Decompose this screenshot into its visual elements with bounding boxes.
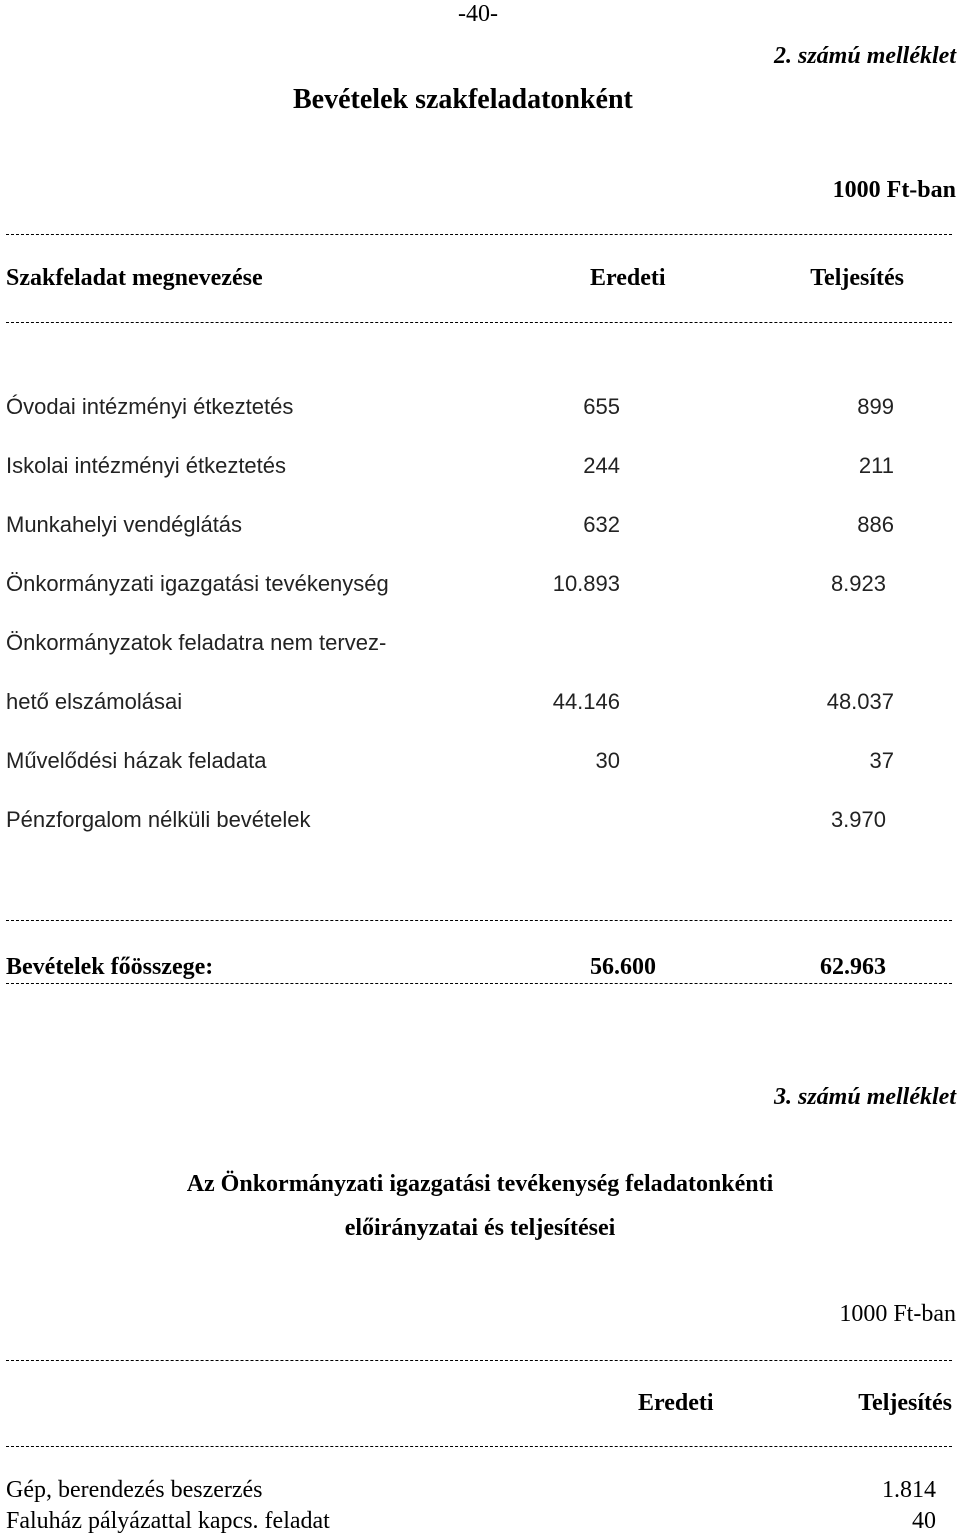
divider <box>6 920 952 921</box>
annex3-header-original: Eredeti <box>638 1390 714 1416</box>
row-actual: 37 <box>869 748 894 773</box>
annex2-unit: 1000 Ft-ban <box>832 177 956 203</box>
row-actual: 1.814 <box>882 1477 936 1503</box>
annex3-unit: 1000 Ft-ban <box>839 1301 956 1327</box>
annex3-label: 3. számú melléklet <box>774 1084 956 1110</box>
total-label: Bevételek főösszege: <box>6 954 214 980</box>
row-original: 44.146 <box>552 689 620 714</box>
row-actual: 8.923 <box>830 571 886 596</box>
annex3-title-line2: előirányzatai és teljesítései <box>344 1215 616 1241</box>
row-name: Önkormányzatok feladatra nem tervez- <box>6 630 387 655</box>
row-original: 655 <box>583 394 620 419</box>
row-actual: 40 <box>912 1508 936 1534</box>
divider <box>6 234 952 235</box>
row-name: hető elszámolásai <box>6 689 183 714</box>
row-name: Művelődési házak feladata <box>6 748 267 773</box>
divider <box>6 1360 952 1361</box>
header-original: Eredeti <box>590 265 666 291</box>
row-name: Faluház pályázattal kapcs. feladat <box>6 1508 330 1534</box>
annex2-title: Bevételek szakfeladatonként <box>293 84 633 115</box>
row-name: Gép, berendezés beszerzés <box>6 1477 263 1503</box>
total-actual: 62.963 <box>820 954 886 980</box>
annex2-label: 2. számú melléklet <box>774 43 956 69</box>
row-original: 632 <box>583 512 620 537</box>
header-actual: Teljesítés <box>810 265 904 291</box>
row-name: Iskolai intézményi étkeztetés <box>6 453 287 478</box>
row-actual: 899 <box>857 394 894 419</box>
row-name: Önkormányzati igazgatási tevékenység <box>6 571 389 596</box>
row-actual: 48.037 <box>826 689 894 714</box>
row-actual: 3.970 <box>830 807 886 832</box>
row-actual: 886 <box>857 512 894 537</box>
row-original: 10.893 <box>552 571 620 596</box>
divider <box>6 322 952 323</box>
annex3-header-actual: Teljesítés <box>858 1390 952 1416</box>
header-name: Szakfeladat megnevezése <box>6 265 263 291</box>
row-actual: 211 <box>858 453 894 478</box>
divider <box>6 983 952 984</box>
annex3-title-line1: Az Önkormányzati igazgatási tevékenység feladatonkénti <box>186 1171 774 1197</box>
row-name: Munkahelyi vendéglátás <box>6 512 243 537</box>
row-original: 244 <box>583 453 620 478</box>
total-original: 56.600 <box>590 954 656 980</box>
divider <box>6 1446 952 1447</box>
row-name: Pénzforgalom nélküli bevételek <box>6 807 311 832</box>
page-number: -40- <box>458 1 498 27</box>
row-name: Óvodai intézményi étkeztetés <box>6 394 294 419</box>
row-original: 30 <box>595 748 620 773</box>
